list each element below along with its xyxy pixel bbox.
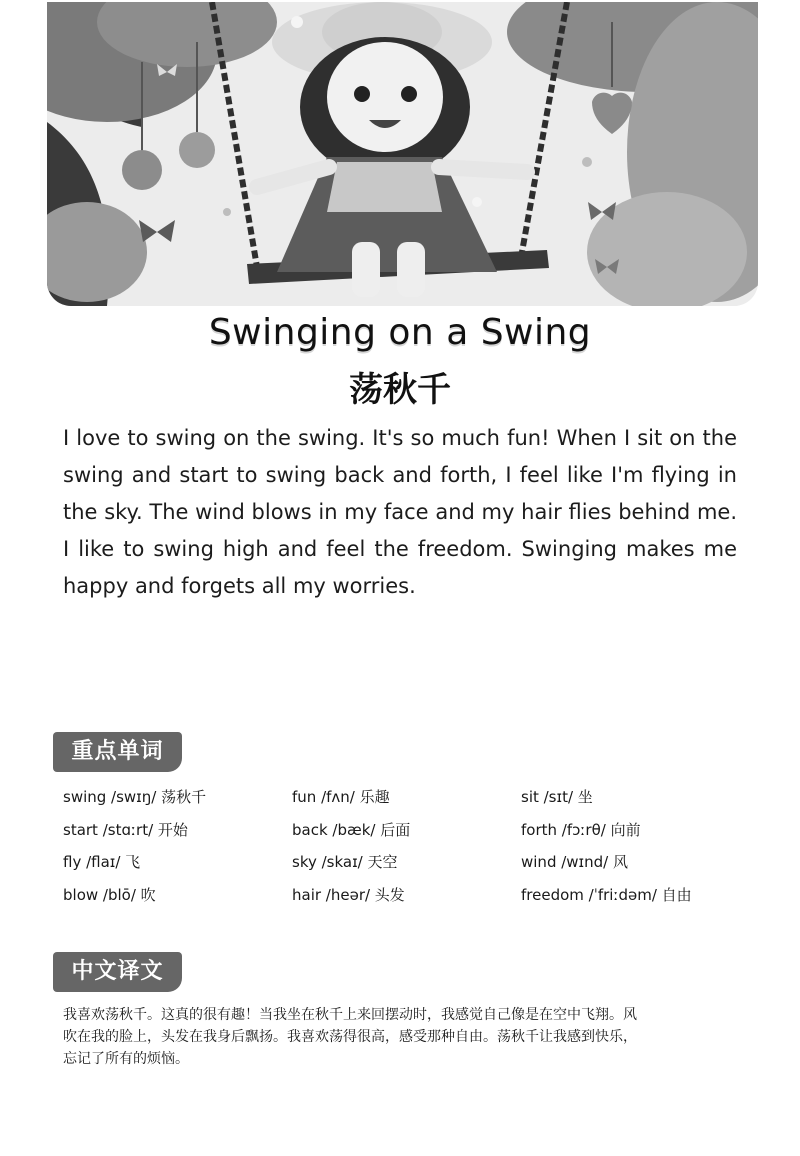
translation-heading: 中文译文 bbox=[53, 952, 182, 992]
vocab-item: fly /flaɪ/ 飞 bbox=[63, 853, 141, 871]
vocab-item: fun /fʌn/ 乐趣 bbox=[292, 788, 390, 806]
girl-on-swing-picture bbox=[47, 2, 758, 306]
vocabulary-list bbox=[63, 786, 753, 916]
vocab-item: start /stɑːrt/ 开始 bbox=[63, 820, 188, 839]
story-illustration bbox=[47, 2, 758, 306]
vocab-item: hair /heər/ 头发 bbox=[292, 885, 405, 904]
vocab-item: freedom /ˈfriːdəm/ 自由 bbox=[521, 885, 692, 904]
story-title-chinese: 荡秋千 bbox=[349, 370, 451, 410]
vocab-item: blow /blō/ 吹 bbox=[63, 885, 156, 904]
chinese-translation: 我喜欢荡秋千。这真的很有趣！当我坐在秋千上来回摆动时，我感觉自己像是在空中飞翔。风吹在我的脸上，头发在我身后飘扬。我喜欢荡得很高，感受那种自由。荡秋千让我感到快乐，忘记了所有的烦恼。 bbox=[63, 1007, 637, 1067]
vocab-item: sky /skaɪ/ 天空 bbox=[292, 853, 398, 871]
vocabulary-heading: 重点单词 bbox=[53, 732, 182, 772]
vocab-item: swing /swɪŋ/ 荡秋千 bbox=[63, 788, 207, 806]
story-title-english: Swinging on a Swing bbox=[208, 312, 592, 353]
vocab-item: sit /sɪt/ 坐 bbox=[521, 788, 593, 806]
vocab-item: wind /wɪnd/ 风 bbox=[521, 853, 628, 871]
vocab-item: back /bæk/ 后面 bbox=[292, 820, 411, 839]
vocab-item: forth /fɔːrθ/ 向前 bbox=[521, 820, 641, 839]
story-paragraph: I love to swing on the swing. It's so much fun! When I sit on the swing and start to swing back and forth, I feel like I'm flying in the sky. The wind blows in my face and my hair flies behind me. I like to swing high and feel the freedom. Swinging makes me happy and forgets all my worries. bbox=[63, 426, 737, 598]
